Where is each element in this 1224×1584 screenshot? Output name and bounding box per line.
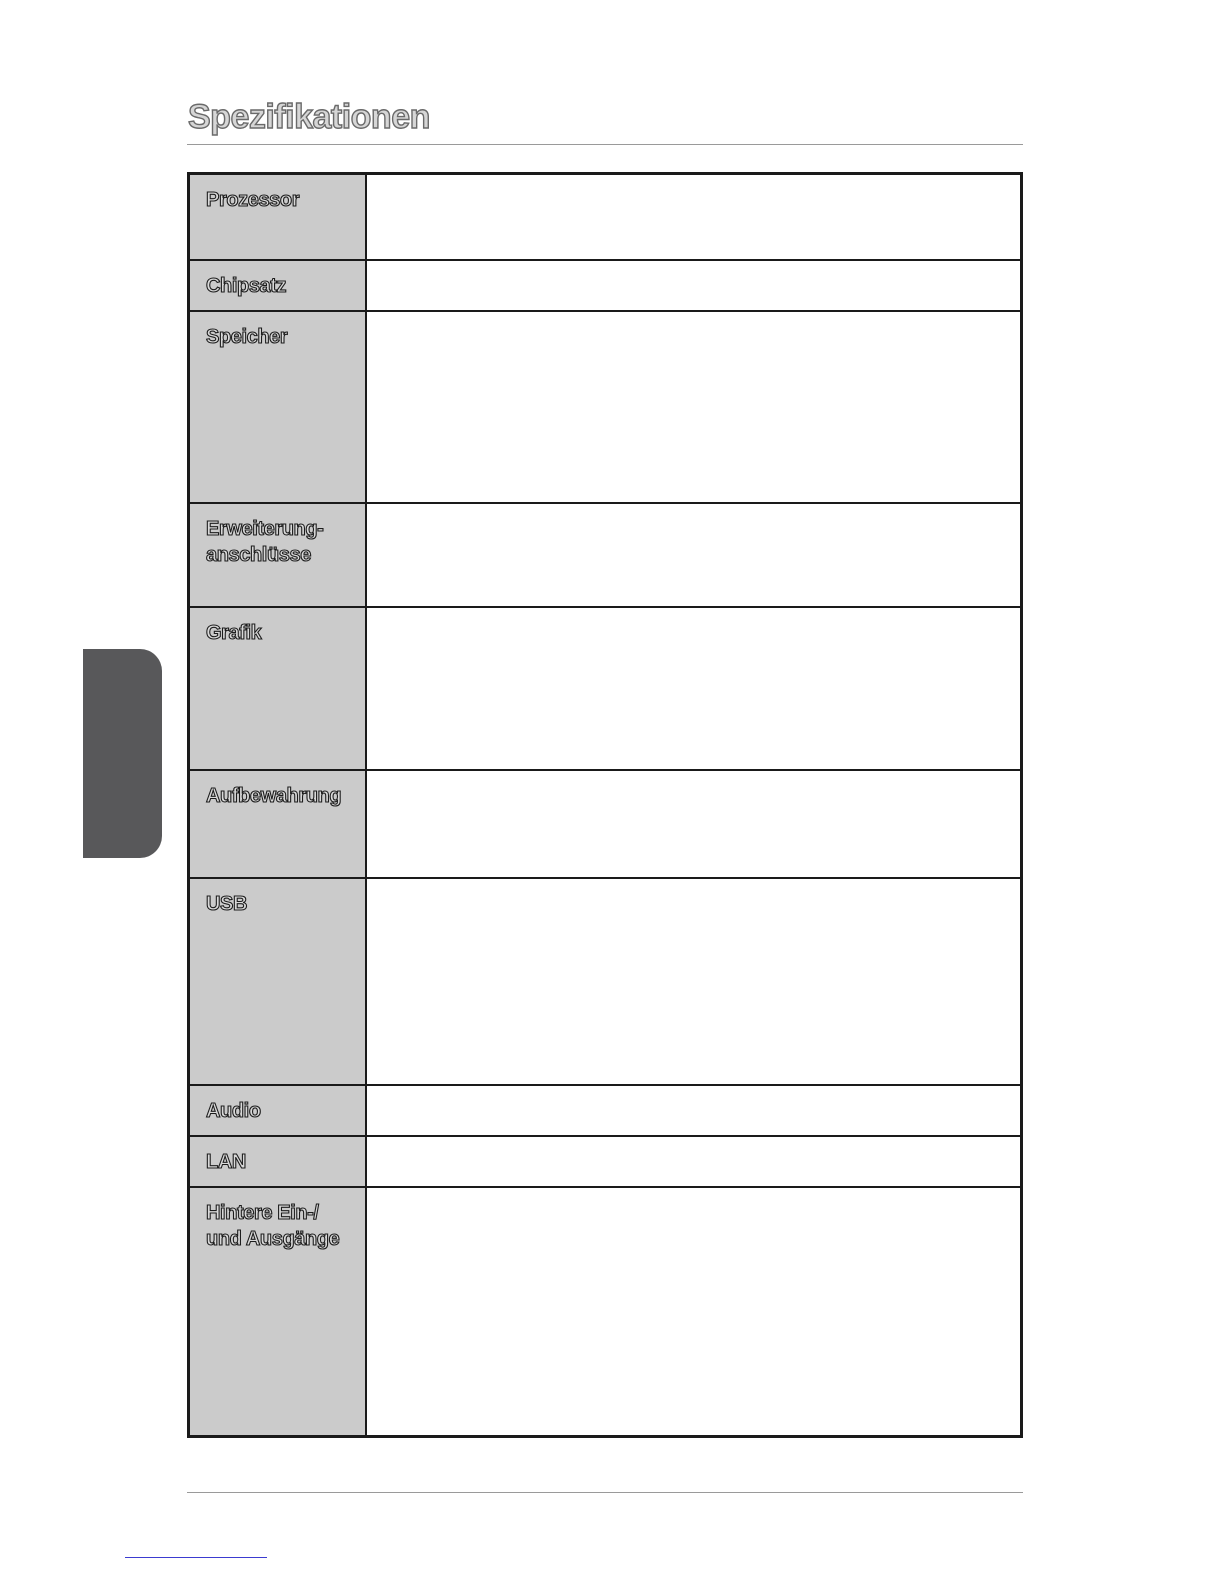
row-label-cell xyxy=(189,503,366,607)
row-label-cell xyxy=(189,174,366,260)
row-value-cell xyxy=(366,1136,1022,1187)
footer-link-underline xyxy=(125,1557,267,1558)
row-label-continued: anschlüsse xyxy=(206,543,311,566)
page-title: Spezifikationen xyxy=(188,98,430,136)
row-label-continued: und Ausgänge xyxy=(206,1227,340,1250)
table-row xyxy=(189,607,1022,770)
row-label: Chipsatz xyxy=(206,274,287,297)
table-row xyxy=(189,311,1022,503)
row-label: Hintere Ein-/ xyxy=(206,1201,319,1224)
row-label-cell xyxy=(189,770,366,878)
table-row xyxy=(189,174,1022,260)
title-divider xyxy=(187,144,1023,145)
row-value-cell xyxy=(366,607,1022,770)
row-value-cell xyxy=(366,1187,1022,1437)
row-value-cell xyxy=(366,503,1022,607)
row-label-cell xyxy=(189,260,366,311)
row-label-cell xyxy=(189,607,366,770)
row-value-cell xyxy=(366,311,1022,503)
row-label-cell xyxy=(189,1085,366,1136)
row-label-cell xyxy=(189,1187,366,1437)
row-label: LAN xyxy=(206,1150,246,1173)
row-value-cell xyxy=(366,260,1022,311)
row-value-cell xyxy=(366,878,1022,1085)
row-label: USB xyxy=(206,892,248,915)
row-label: Aufbewahrung xyxy=(206,784,342,807)
footer-divider xyxy=(187,1492,1023,1493)
row-label: Grafik xyxy=(206,621,262,644)
row-label: Prozessor xyxy=(206,189,300,211)
table-row xyxy=(189,770,1022,878)
table-row xyxy=(189,260,1022,311)
table-row xyxy=(189,503,1022,607)
row-label-cell xyxy=(189,1136,366,1187)
row-value-cell xyxy=(366,174,1022,260)
row-label-cell xyxy=(189,311,366,503)
row-value-cell xyxy=(366,1085,1022,1136)
chapter-side-tab xyxy=(83,649,162,858)
row-label: Audio xyxy=(206,1099,261,1122)
specifications-table xyxy=(187,172,1023,1438)
row-label: Erweiterung- xyxy=(206,517,324,540)
table-row xyxy=(189,878,1022,1085)
table-row xyxy=(189,1085,1022,1136)
table-row xyxy=(189,1136,1022,1187)
row-value-cell xyxy=(366,770,1022,878)
row-label-cell xyxy=(189,878,366,1085)
table-row xyxy=(189,1187,1022,1437)
row-label: Speicher xyxy=(206,325,288,348)
